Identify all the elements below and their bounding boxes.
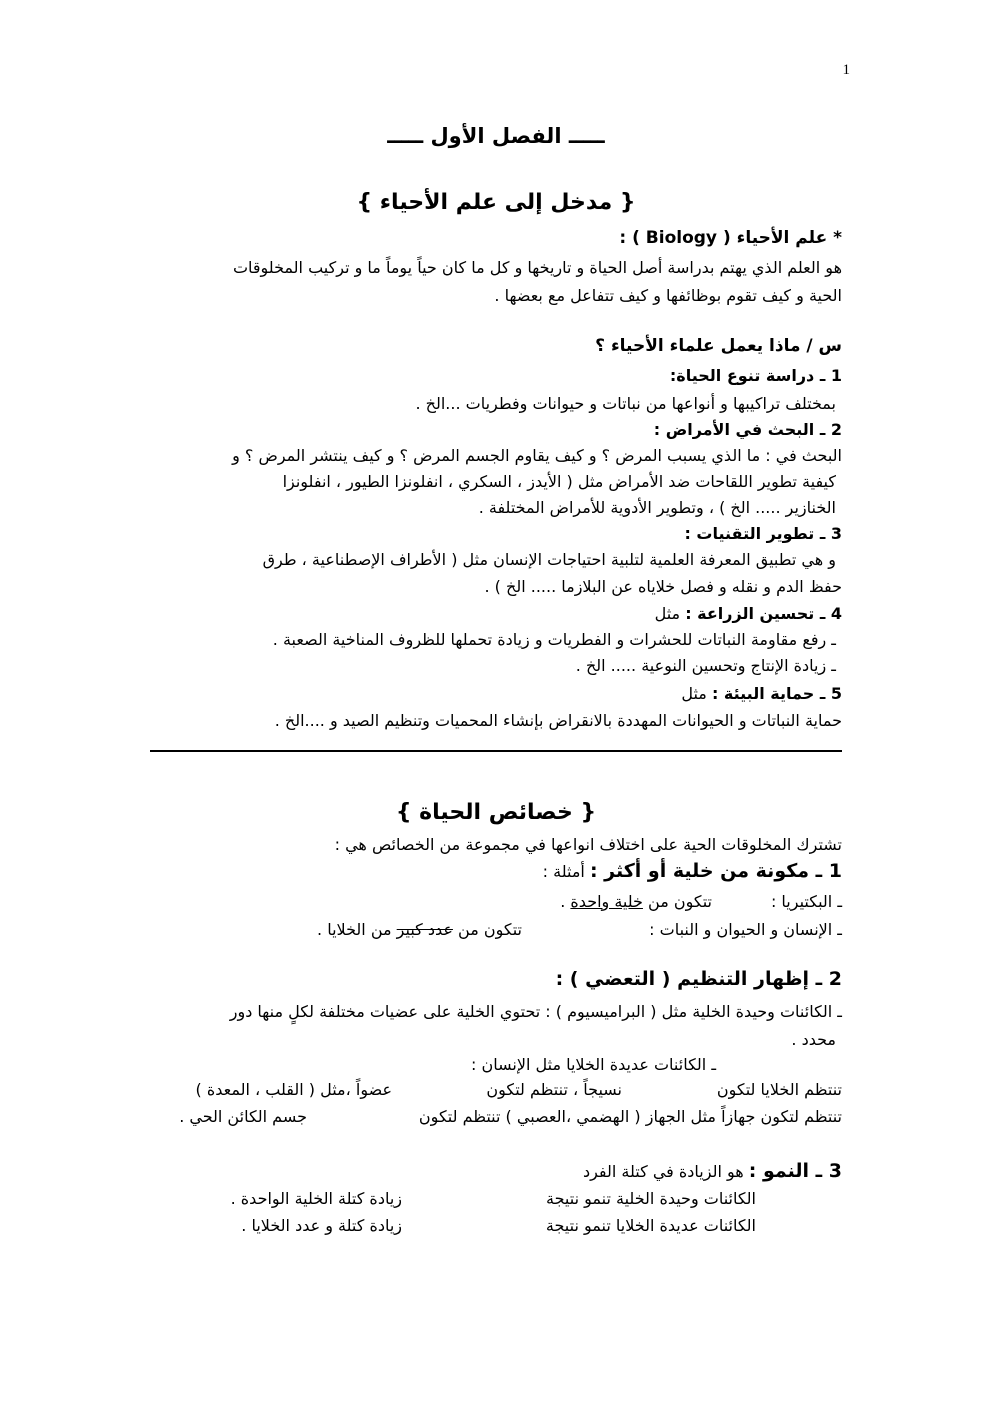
trait-title-suffix: هو الزيادة في كتلة الفرد: [582, 1162, 749, 1181]
struck-phrase: عدد كبير: [396, 920, 453, 939]
work-title: 4 ـ تحسين الزراعة :: [685, 604, 842, 623]
example-text-pre: تتكون من: [458, 920, 522, 939]
work-text: حماية النباتات و الحيوانات المهددة بالانقراض بإنشاء المحميات وتنظيم الصيد و ....الخ .: [274, 711, 842, 730]
work-text: و هي تطبيق المعرفة العلمية لتلبية احتياجات الإنسان مثل ( الأطراف الإصطناعية ، طرق: [262, 550, 836, 569]
biology-heading: * علم الأحياء ( Biology ) :: [619, 228, 842, 248]
work-text: البحث في : ما الذي يسبب المرض ؟ و كيف يقاوم الجسم المرض ؟ و كيف ينتشر المرض ؟ و: [232, 446, 842, 465]
organization-step: تنتظم الخلايا لتكون: [716, 1080, 842, 1099]
example-text-end: من الخلايا .: [317, 920, 397, 939]
work-title-row: [681, 684, 842, 703]
work-title-suffix: مثل: [654, 604, 686, 623]
organization-step: جسم الكائن الحي .: [179, 1107, 307, 1126]
growth-result: زيادة كتلة الخلية الواحدة .: [230, 1189, 402, 1208]
trait-title: 1 ـ مكونة من خلية أو أكثر :: [589, 860, 842, 882]
biology-definition-line: هو العلم الذي يهتم بدراسة أصل الحياة و تاريخها و كل ما كان حياً يوماً ما و تركيب المخلوقات: [232, 258, 842, 277]
work-title: 1 ـ دراسة تنوع الحياة:: [669, 366, 842, 385]
growth-statement: الكائنات وحيدة الخلية تنمو نتيجة: [546, 1189, 756, 1208]
work-title: 5 ـ حماية البيئة :: [711, 684, 842, 703]
work-title-row: [655, 604, 842, 623]
growth-result: زيادة كتلة و عدد الخلايا .: [241, 1216, 402, 1235]
section-title-traits: { خصائص الحياة }: [395, 800, 597, 825]
work-title: 3 ـ تطوير التقنيات :: [684, 524, 842, 543]
work-text: الخنازير ..... الخ ) ، وتطوير الأدوية للأمراض المختلفة .: [478, 498, 836, 517]
work-text: ـ زيادة الإنتاج وتحسين النوعية ..... الخ .: [575, 656, 836, 675]
section-title-intro: { مدخل إلى علم الأحياء }: [356, 190, 636, 215]
trait-title: 2 ـ إظهار التنظيم ( التعضي ) :: [555, 968, 842, 990]
underlined-phrase: خلية واحدة: [570, 892, 643, 911]
growth-statement: الكائنات عديدة الخلايا تنمو نتيجة: [545, 1216, 756, 1235]
trait-title-row: [583, 1160, 842, 1182]
chapter-title: ـــــ الفصل الأول ـــــ: [387, 124, 605, 148]
example-label: ـ الإنسان و الحيوان و النبات :: [649, 920, 842, 939]
organization-step: عضواً ،مثل ( القلب ، المعدة ): [195, 1080, 392, 1099]
organization-step: تنتظم لتكون جهازاً مثل الجهاز ( الهضمي ،العصبي ) تنتظم لتكون: [418, 1107, 842, 1126]
page-number: 1: [842, 62, 850, 78]
trait-title: 3 ـ النمو :: [748, 1160, 842, 1182]
organization-step: نسيجاً ، تنتظم لتكون: [486, 1080, 622, 1099]
work-title-suffix: مثل: [681, 684, 712, 703]
work-text: بمختلف تراكيبها و أنواعها من نباتات و حيوانات وفطريات ...الخ .: [415, 394, 836, 413]
example-text: [317, 920, 522, 939]
example-text: [560, 892, 712, 911]
example-label: ـ البكتيريا :: [770, 892, 842, 911]
example-text-end: .: [560, 892, 571, 911]
trait-title-row: [543, 860, 842, 882]
trait-text: محدد .: [791, 1030, 836, 1049]
question-heading: س / ماذا يعمل علماء الأحياء ؟: [595, 336, 842, 356]
work-text: حفظ الدم و نقله و فصل خلاياه عن البلازما ..... الخ ) .: [484, 577, 842, 596]
section-divider: [150, 750, 842, 752]
trait-text: ـ الكائنات عديدة الخلايا مثل الإنسان :: [471, 1055, 716, 1074]
work-text: ـ رفع مقاومة النباتات للحشرات و الفطريات و زيادة تحملها للظروف المناخية الصعبة .: [272, 630, 836, 649]
work-text: كيفية تطوير اللقاحات ضد الأمراض مثل ( الأيدز ، السكري ، انفلونزا الطيور ، انفلونزا: [282, 472, 836, 491]
biology-definition-line: الحية و كيف تقوم بوظائفها و كيف تتفاعل مع بعضها .: [494, 286, 842, 305]
work-title: 2 ـ البحث في الأمراض :: [653, 420, 842, 439]
trait-text: ـ الكائنات وحيدة الخلية مثل ( البراميسيوم ) : تحتوي الخلية على عضيات مختلفة لكلٍ منها دور: [229, 1002, 842, 1021]
example-text-pre: تتكون من: [648, 892, 712, 911]
traits-intro: تشترك المخلوقات الحية على اختلاف انواعها في مجموعة من الخصائص هي :: [334, 835, 842, 854]
trait-title-suffix: أمثلة :: [542, 862, 590, 881]
